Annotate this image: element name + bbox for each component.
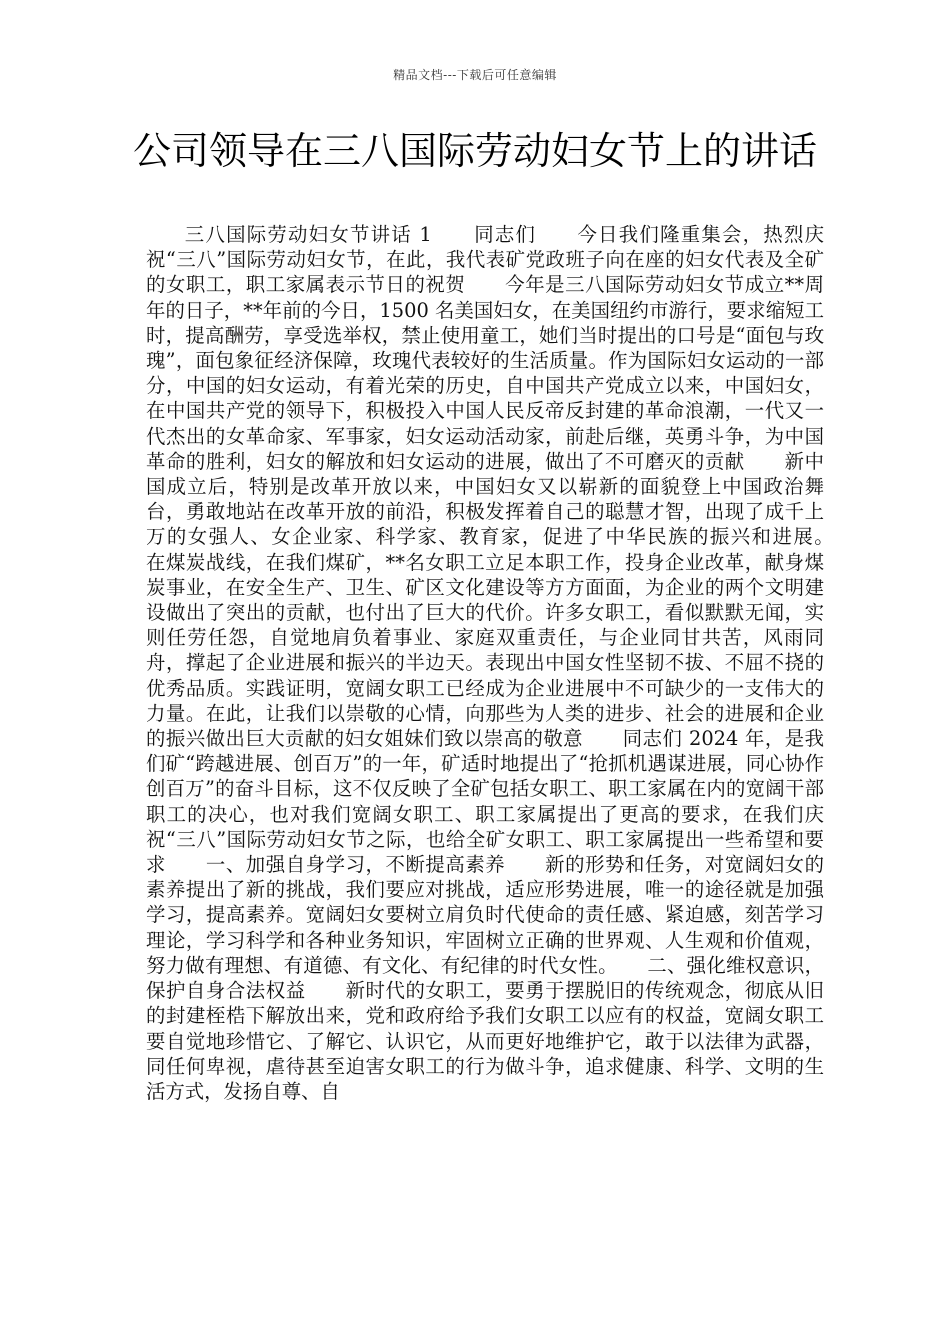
header-note: 精品文档---下载后可任意编辑 (393, 68, 557, 82)
document-title: 公司领导在三八国际劳动妇女节上的讲话 (132, 129, 817, 173)
document-body: 三八国际劳动妇女节讲话 1 同志们 今日我们隆重集会，热烈庆祝“三八”国际劳动妇女节，在此，我代表矿党政班子向在座的妇女代表及全矿的女职工，职工家属表示节日的祝贺 今年是三八国际劳动妇女节成立**周年的日子，**年前的今日，1500 名美国妇女，在美国纽约市游行，要求缩短工时，提高酬劳，享受选举权，禁止使用童工，她们当时提出的口号是“面包与玫瑰”，面包象征经济保障，玫瑰代表较好的生活质量。作为国际妇女运动的一部分，中国的妇女运动，有着光荣的历史，自中国共产党成立以来，中国妇女，在中国共产党的领导下，积极投入中国人民反帝反封建的革命浪潮，一代又一代杰出的女革命家、军事家，妇女运动活动家，前赴后继，英勇斗争，为中国革命的胜利，妇女的解放和妇女运动的进展，做出了不可磨灭的贡献 新中国成立后，特别是改革开放以来，中国妇女又以崭新的面貌登上中国政治舞台，勇敢地站在改革开放的前沿，积极发挥着自己的聪慧才智，出现了成千上万的女强人、女企业家、科学家、教育家，促进了中华民族的振兴和进展。 在煤炭战线，在我们煤矿，**名女职工立足本职工作，投身企业改革，献身煤炭事业，在安全生产、卫生、矿区文化建设等方方面面，为企业的两个文明建设做出了突出的贡献，也付出了巨大的代价。许多女职工，看似默默无闻，实则任劳任怨，自觉地肩负着事业、家庭双重责任，与企业同甘共苦，风雨同舟，撑起了企业进展和振兴的半边天。表现出中国女性坚韧不拔、不屈不挠的优秀品质。实践证明，宽阔女职工已经成为企业进展中不可缺少的一支伟大的力量。在此，让我们以崇敬的心情，向那些为人类的进步、社会的进展和企业的振兴做出巨大贡献的妇女姐妹们致以崇高的敬意 同志们 2024 年，是我们矿“跨越进展、创百万”的一年，矿适时地提出了“抢抓机遇谋进展，同心协作创百万”的奋斗目标，这不仅反映了全矿包括女职工、职工家属在内的宽阔干部职工的决心，也对我们宽阔女职工、职工家属提出了更高的要求，在我们庆祝“三八”国际劳动妇女节之际，也给全矿女职工、职工家属提出一些希望和要求 一、加强自身学习，不断提高素养 新的形势和任务，对宽阔妇女的素养提出了新的挑战，我们要应对挑战，适应形势进展，唯一的途径就是加强学习，提高素养。宽阔妇女要树立肩负时代使命的责任感、紧迫感，刻苦学习理论，学习科学和各种业务知识，牢固树立正确的世界观、人生观和价值观，努力做有理想、有道德、有文化、有纪律的时代女性。 二、强化维权意识，保护自身合法权益 新时代的女职工，要勇于摆脱旧的传统观念，彻底从旧的封建桎梏下解放出来，党和政府给予我们女职工以应有的权益，宽阔女职工要自觉地珍惜它、了解它、认识它，从而更好地维护它，敢于以法律为武器，同任何卑视，虐待甚至迫害女职工的行为做斗争，追求健康、科学、文明的生活方式，发扬自尊、自 (146, 223, 863, 1103)
